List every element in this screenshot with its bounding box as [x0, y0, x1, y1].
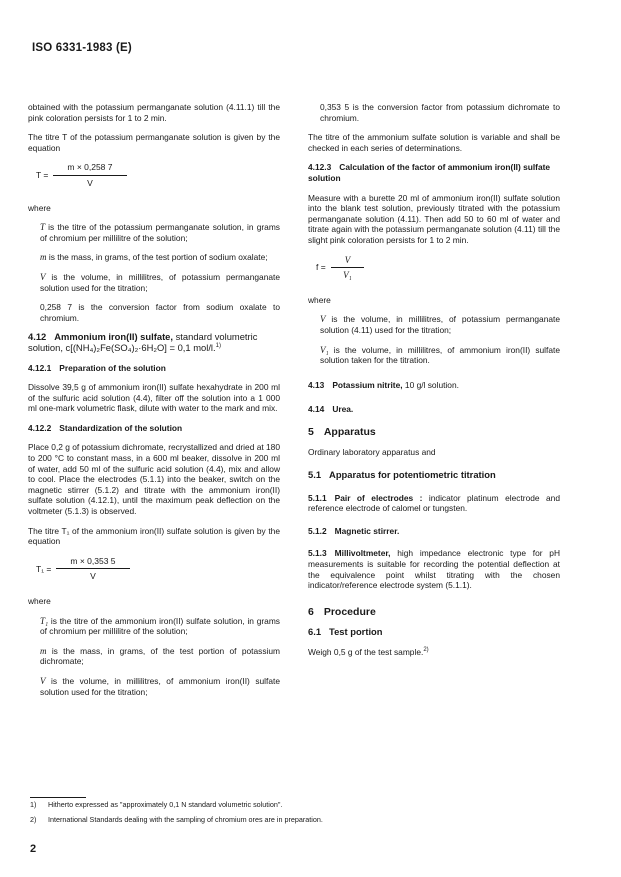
definition — [40, 272, 280, 293]
section-heading-5-1-2 — [308, 526, 560, 537]
equation-lhs: T₁ = — [36, 563, 52, 574]
right-column — [308, 102, 560, 667]
symbol: m — [40, 252, 47, 263]
footnote-number: 2) — [30, 815, 37, 824]
footnote-divider — [30, 797, 86, 798]
paragraph-text: Weigh 0,5 g of the test sample. — [308, 647, 424, 657]
definition-text: is the volume, in millilitres, of ammonium iron(II) sulfate solution taken for the titration. — [320, 344, 560, 366]
section-title-rest: standard volumetric solution, c[(NH₄)₂Fe(SO₄)₂·6H₂O] = 0,1 mol/l. — [28, 331, 258, 353]
definition-text: is the mass, in grams, of the test portion of potassium dichromate; — [40, 645, 280, 667]
footnote — [30, 815, 323, 824]
paragraph: The titre of the ammonium sulfate solution is variable and shall be checked in each series of determinations. — [308, 132, 560, 153]
equation-titre — [36, 162, 280, 188]
where-label: where — [28, 596, 51, 606]
section-number: 4.12.1 — [28, 362, 52, 373]
definition-text: is the volume, in millilitres, of ammonium iron(II) sulfate solution used for the titration; — [40, 675, 280, 697]
definition-text: is the titre of the potassium permanganate solution, in grams of chromium per millilitre of the solution; — [40, 222, 280, 243]
symbol: V — [320, 314, 326, 325]
definition — [40, 646, 280, 667]
equation-lhs: T = — [36, 170, 49, 181]
section-title: Test portion — [329, 626, 383, 638]
definition — [320, 314, 560, 335]
definition — [40, 252, 280, 263]
section-heading-4-12-3 — [308, 162, 560, 183]
section-heading-6-1 — [308, 627, 560, 638]
where-label: where — [308, 294, 331, 305]
paragraph: Ordinary laboratory apparatus and — [308, 447, 436, 458]
section-title: Millivoltmeter, — [334, 548, 391, 559]
definition-text: is the mass, in grams, of the test portion of sodium oxalate; — [46, 252, 268, 263]
fraction — [56, 556, 129, 582]
paragraph: obtained with the potassium permanganate solution (4.11.1) till the pink coloration persists for 1 to 2 min. — [28, 102, 280, 123]
section-number: 4.12.3 — [308, 162, 332, 173]
definition-text: is the conversion factor from sodium oxalate to chromium. — [40, 302, 280, 323]
paragraph: Place 0,2 g of potassium dichromate, recrystallized and dried at 180 to 200 °C to constant mass, in a 600 ml beaker, dissolve in 200 ml of water, add 50 ml of the sulfuric acid solution (4.4), mix and allow to cool. Place the electrodes (5.1.1) into the beaker, switch on the magnetic stirrer (5.1.2) and titrate with the ammonium iron(II) sulfate solution (4.12.1), until the maximum peak deflection on the voltmeter (5.1.3) is observed. — [28, 442, 280, 517]
denominator: V — [90, 571, 96, 582]
definition-text: is the volume, in millilitres, of potassium permanganate solution (4.11) used for the titration; — [320, 314, 560, 335]
equation-lhs: f = — [316, 262, 326, 273]
fraction — [331, 255, 365, 281]
symbol: V — [40, 271, 46, 282]
definition — [40, 222, 280, 243]
section-number: 4.12 — [28, 331, 47, 343]
symbol: V₁ — [320, 344, 329, 355]
section-number: 4.12.2 — [28, 422, 52, 433]
symbol: T — [40, 222, 46, 233]
symbol: m — [40, 645, 47, 656]
equation-factor — [316, 255, 560, 281]
section-title: Standardization of the solution — [59, 422, 183, 433]
footnote-text: Hitherto expressed as "approximately 0,1 N standard volumetric solution". — [48, 800, 283, 809]
section-heading-4-12 — [28, 332, 280, 353]
section-text: high impedance electronic type for pH measurements is suitable for recording the potential deflection at the equivalence point whilst titrating with the chosen indicator/reference electrode system (5.1.1). — [308, 548, 560, 591]
fraction — [53, 162, 126, 188]
page-number: 2 — [30, 843, 37, 855]
definition-text: is the conversion factor from potassium dichromate to chromium. — [320, 102, 560, 123]
section-number: 6 — [308, 605, 314, 618]
footnote-text: International Standards dealing with the sampling of chromium ores are in preparation. — [48, 815, 323, 824]
numerator: m × 0,258 7 — [53, 162, 126, 176]
section-title: Apparatus for potentiometric titration — [329, 469, 496, 481]
section-number: 6.1 — [308, 626, 322, 638]
section-text: indicator platinum electrode and reference electrode of calomel or tungsten. — [308, 492, 561, 514]
definition-text: is the titre of the ammonium iron(II) sulfate solution, in grams of chromium per millilitre of the solution; — [40, 615, 280, 637]
symbol: V — [40, 675, 46, 686]
denominator: V — [87, 177, 93, 188]
definition-text: is the volume, in millilitres, of potassium permanganate solution used for the titration; — [40, 271, 280, 293]
section-title: Apparatus — [323, 425, 376, 438]
section-title: Preparation of the solution — [59, 362, 166, 373]
paragraph — [308, 647, 560, 658]
numerator: V — [331, 255, 365, 269]
section-title: Magnetic stirrer. — [334, 525, 400, 536]
section-heading-6 — [308, 607, 560, 618]
section-heading-4-12-1 — [28, 363, 280, 374]
section-title: Procedure — [323, 605, 376, 618]
numerator: m × 0,353 5 — [56, 556, 129, 570]
footnote-ref: 2) — [423, 647, 429, 654]
section-title: Pair of electrodes : — [334, 492, 423, 503]
definition — [320, 345, 560, 366]
document-header: ISO 6331-1983 (E) — [32, 42, 132, 54]
section-number: 5.1.1 — [308, 492, 327, 503]
section-title: Calculation of the factor of ammonium iron(II) sulfate solution — [308, 162, 551, 183]
symbol: T₁ — [40, 615, 49, 626]
definition — [40, 302, 280, 323]
left-column — [28, 102, 280, 706]
paragraph — [308, 493, 560, 514]
footnote-ref: 1) — [215, 342, 221, 349]
paragraph: Dissolve 39,5 g of ammonium iron(II) sulfate hexahydrate in 200 ml of the sulfuric acid solution (4.4), filter off the solution into a 1 000 ml one-mark volumetric flask, dilute with water to the mark and mix. — [28, 382, 280, 414]
section-number: 5.1.2 — [308, 525, 327, 536]
denominator: V₁ — [343, 270, 352, 281]
section-heading-5 — [308, 427, 560, 438]
paragraph — [308, 548, 560, 590]
definition — [320, 102, 560, 123]
section-heading-4-13 — [308, 380, 560, 391]
section-number: 5.1 — [308, 469, 322, 481]
footnote-number: 1) — [30, 800, 37, 809]
definition — [40, 676, 280, 697]
section-title-rest: 10 g/l solution. — [402, 379, 459, 390]
section-title: Ammonium iron(II) sulfate, — [54, 331, 174, 343]
section-heading-4-14 — [308, 404, 560, 415]
footnote — [30, 800, 282, 809]
equation-titre-t1 — [36, 556, 280, 582]
section-heading-5-1 — [308, 470, 560, 481]
section-title: Urea. — [332, 404, 354, 415]
section-number: 5.1.3 — [308, 548, 327, 559]
section-title: Potassium nitrite, — [332, 379, 403, 390]
section-number: 4.14 — [308, 404, 325, 415]
definition — [40, 616, 280, 637]
section-number: 5 — [308, 425, 314, 438]
paragraph: The titre T of the potassium permanganate solution is given by the equation — [28, 132, 280, 153]
section-number: 4.13 — [308, 379, 325, 390]
where-label: where — [28, 202, 51, 213]
section-heading-4-12-2 — [28, 423, 280, 434]
paragraph: Measure with a burette 20 ml of ammonium iron(II) sulfate solution into the blank test solution, previously titrated with the potassium permanganate solution (4.11). Then add 50 to 60 ml of water and titrate again with the potassium permanganate solution (4.11) till the slight pink coloration persists for 1 to 2 min. — [308, 192, 560, 245]
symbol: 0,353 5 — [320, 102, 350, 112]
paragraph: The titre T₁ of the ammonium iron(II) sulfate solution is given by the equation — [28, 525, 280, 547]
symbol: 0,258 7 — [40, 302, 73, 313]
